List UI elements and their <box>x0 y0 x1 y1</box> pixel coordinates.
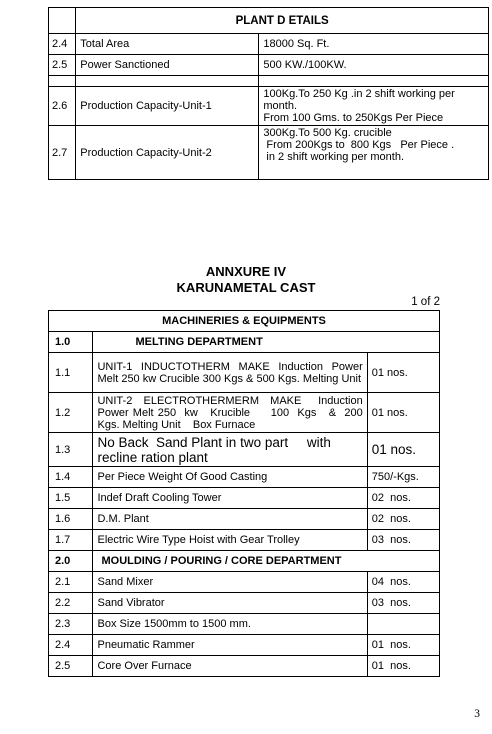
table-row <box>49 635 440 656</box>
row-value <box>259 87 489 126</box>
item-description: No Back Sand Plant in two part with recline ration plant <box>93 433 367 467</box>
row-label: Power Sanctioned <box>76 55 259 76</box>
table-row <box>49 488 440 509</box>
item-number: 2.4 <box>49 635 93 656</box>
table-row <box>49 126 489 180</box>
plant-title-num-cell <box>49 8 76 34</box>
item-quantity: 01 nos. <box>367 393 439 433</box>
item-number: 2.1 <box>49 572 93 593</box>
section-title: MOULDING / POURING / CORE DEPARTMENT <box>93 551 440 572</box>
item-quantity: 750/-Kgs. <box>367 467 439 488</box>
section-row <box>49 551 440 572</box>
plant-details-table <box>48 7 489 180</box>
machinery-title-row <box>49 311 440 332</box>
spacer-row <box>49 76 489 87</box>
machinery-table <box>48 310 440 677</box>
annexure-title: ANNXURE IV <box>205 264 287 279</box>
spacer-cell <box>49 76 76 87</box>
value-line: 300Kg.To 500 Kg. crucible <box>263 127 392 139</box>
section-row <box>49 332 440 353</box>
table-row <box>49 55 489 76</box>
item-description: Indef Draft Cooling Tower <box>93 488 367 509</box>
item-description: Sand Mixer <box>93 572 367 593</box>
section-number: 2.0 <box>49 551 93 572</box>
row-value: 500 KW./100KW. <box>259 55 489 76</box>
item-number: 1.1 <box>49 353 93 393</box>
item-description: Pneumatic Rammer <box>93 635 367 656</box>
row-label: Production Capacity-Unit-2 <box>76 126 259 180</box>
item-description: Box Size 1500mm to 1500 mm. <box>93 614 367 635</box>
table-row <box>49 593 440 614</box>
item-quantity: 03 nos. <box>367 593 439 614</box>
item-number: 2.5 <box>49 656 93 677</box>
table-row <box>49 34 489 55</box>
row-number: 2.4 <box>49 34 76 55</box>
spacer-cell <box>76 76 259 87</box>
table-row <box>49 87 489 126</box>
page-number: 3 <box>474 708 480 720</box>
item-description: UNIT-2 ELECTROTHERMERM MAKE Induction Power Melt 250 kw Krucible 100 Kgs & 200 Kgs. Melting Unit Box Furnace <box>93 393 367 433</box>
item-number: 2.3 <box>49 614 93 635</box>
table-row <box>49 530 440 551</box>
value-line: From 200Kgs to 800 Kgs Per Piece . <box>263 139 455 151</box>
item-description: UNIT-1 INDUCTOTHERM MAKE Induction Power Melt 250 kw Crucible 300 Kgs & 500 Kgs. Melting Unit <box>93 353 367 393</box>
item-quantity: 02 nos. <box>367 509 439 530</box>
page-of-indicator: 1 of 2 <box>411 296 440 308</box>
item-description: Core Over Furnace <box>93 656 367 677</box>
item-quantity: 01 nos. <box>367 635 439 656</box>
row-value: 18000 Sq. Ft. <box>259 34 489 55</box>
item-number: 1.6 <box>49 509 93 530</box>
table-row <box>49 509 440 530</box>
section-title: MELTING DEPARTMENT <box>93 332 440 353</box>
value-line: month. <box>263 100 298 112</box>
item-description: Electric Wire Type Hoist with Gear Trolley <box>93 530 367 551</box>
item-number: 2.2 <box>49 593 93 614</box>
row-number: 2.5 <box>49 55 76 76</box>
item-quantity: 01 nos. <box>367 656 439 677</box>
item-quantity: 01 nos. <box>367 353 439 393</box>
item-quantity: 01 nos. <box>367 433 439 467</box>
machinery-title: MACHINERIES & EQUIPMENTS <box>49 311 440 332</box>
item-description: D.M. Plant <box>93 509 367 530</box>
row-number: 2.7 <box>49 126 76 180</box>
item-description: Sand Vibrator <box>93 593 367 614</box>
table-row <box>49 572 440 593</box>
item-quantity: 04 nos. <box>367 572 439 593</box>
item-number: 1.5 <box>49 488 93 509</box>
table-row <box>49 433 440 467</box>
row-label: Production Capacity-Unit-1 <box>76 87 259 126</box>
item-quantity: 03 nos. <box>367 530 439 551</box>
plant-details-title: PLANT D ETAILS <box>76 8 489 34</box>
value-line: From 100 Gms. to 250Kgs Per Piece <box>263 112 444 124</box>
item-description: Per Piece Weight Of Good Casting <box>93 467 367 488</box>
item-number: 1.4 <box>49 467 93 488</box>
item-quantity: 02 nos. <box>367 488 439 509</box>
plant-title-row <box>49 8 489 34</box>
value-line: 100Kg.To 250 Kg .in 2 shift working per <box>263 88 455 100</box>
item-number: 1.3 <box>49 433 93 467</box>
table-row <box>49 656 440 677</box>
row-value <box>259 126 489 180</box>
table-row <box>49 614 440 635</box>
table-row <box>49 353 440 393</box>
item-number: 1.2 <box>49 393 93 433</box>
row-label: Total Area <box>76 34 259 55</box>
item-quantity <box>367 614 439 635</box>
item-number: 1.7 <box>49 530 93 551</box>
spacer-cell <box>259 76 489 87</box>
table-row <box>49 467 440 488</box>
section-number: 1.0 <box>49 332 93 353</box>
company-title: KARUNAMETAL CAST <box>176 280 316 295</box>
value-line: in 2 shift working per month. <box>263 151 404 163</box>
row-number: 2.6 <box>49 87 76 126</box>
table-row <box>49 393 440 433</box>
